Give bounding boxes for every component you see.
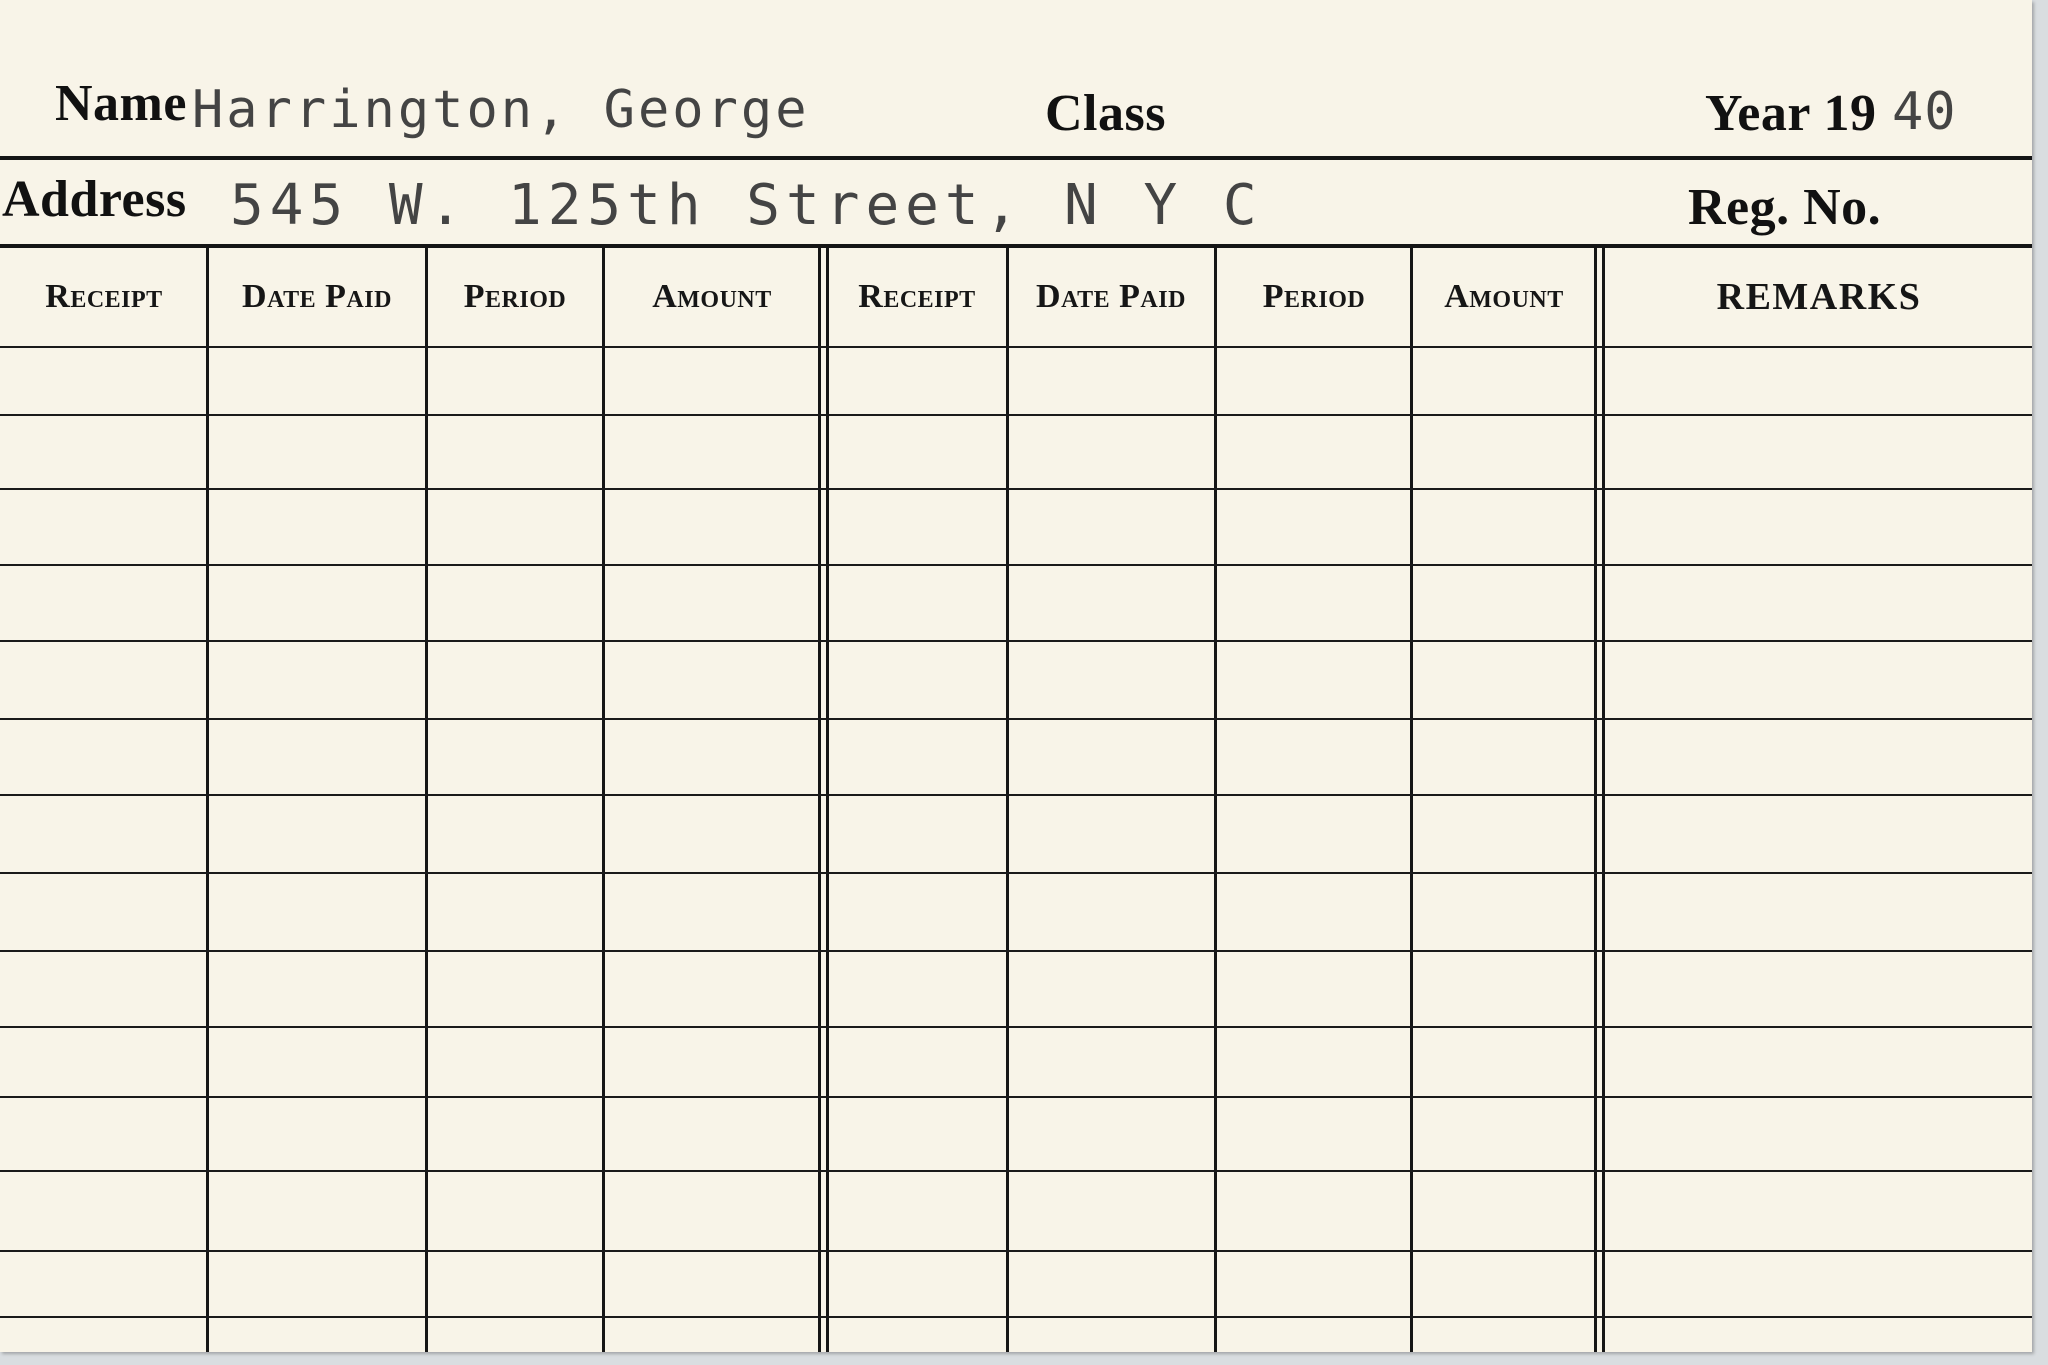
- table-row-rule: [0, 1250, 2032, 1252]
- col-header-period-2: Period: [1262, 278, 1366, 315]
- table-row-rule: [0, 950, 2032, 952]
- col-header-receipt-1: Receipt: [45, 278, 163, 315]
- table-row-rule: [0, 718, 2032, 720]
- col-header-remarks: REMARKS: [1716, 276, 1922, 318]
- name-value[interactable]: Harrington, George: [192, 80, 810, 140]
- year-label: Year 19: [1705, 85, 1877, 142]
- table-row-rule: [0, 564, 2032, 566]
- col-header-date-paid-1: Date Paid: [242, 278, 392, 315]
- address-value[interactable]: 545 W. 125th Street, N Y C: [230, 173, 1263, 238]
- table-row-rule: [0, 1096, 2032, 1098]
- name-label: Name: [55, 75, 187, 132]
- table-row-rule: [0, 346, 2032, 348]
- table-row-rule: [0, 794, 2032, 796]
- class-label: Class: [1045, 85, 1166, 142]
- col-header-receipt-2: Receipt: [858, 278, 976, 315]
- table-row-rule: [0, 1170, 2032, 1172]
- col-header-amount-2: Amount: [1444, 278, 1564, 315]
- table-row-rule: [0, 488, 2032, 490]
- header-rule: [0, 156, 2032, 160]
- table-row-rule: [0, 1026, 2032, 1028]
- table-row-rule: [0, 872, 2032, 874]
- col-header-amount-1: Amount: [652, 278, 772, 315]
- year-value[interactable]: 40: [1892, 82, 1957, 142]
- col-header-period-1: Period: [463, 278, 567, 315]
- address-rule: [0, 244, 2032, 248]
- table-row-rule: [0, 414, 2032, 416]
- col-header-date-paid-2: Date Paid: [1036, 278, 1186, 315]
- table-row-rule: [0, 640, 2032, 642]
- table-row-rule: [0, 1316, 2032, 1318]
- address-label: Address: [2, 171, 187, 228]
- reg-no-label: Reg. No.: [1688, 179, 1882, 236]
